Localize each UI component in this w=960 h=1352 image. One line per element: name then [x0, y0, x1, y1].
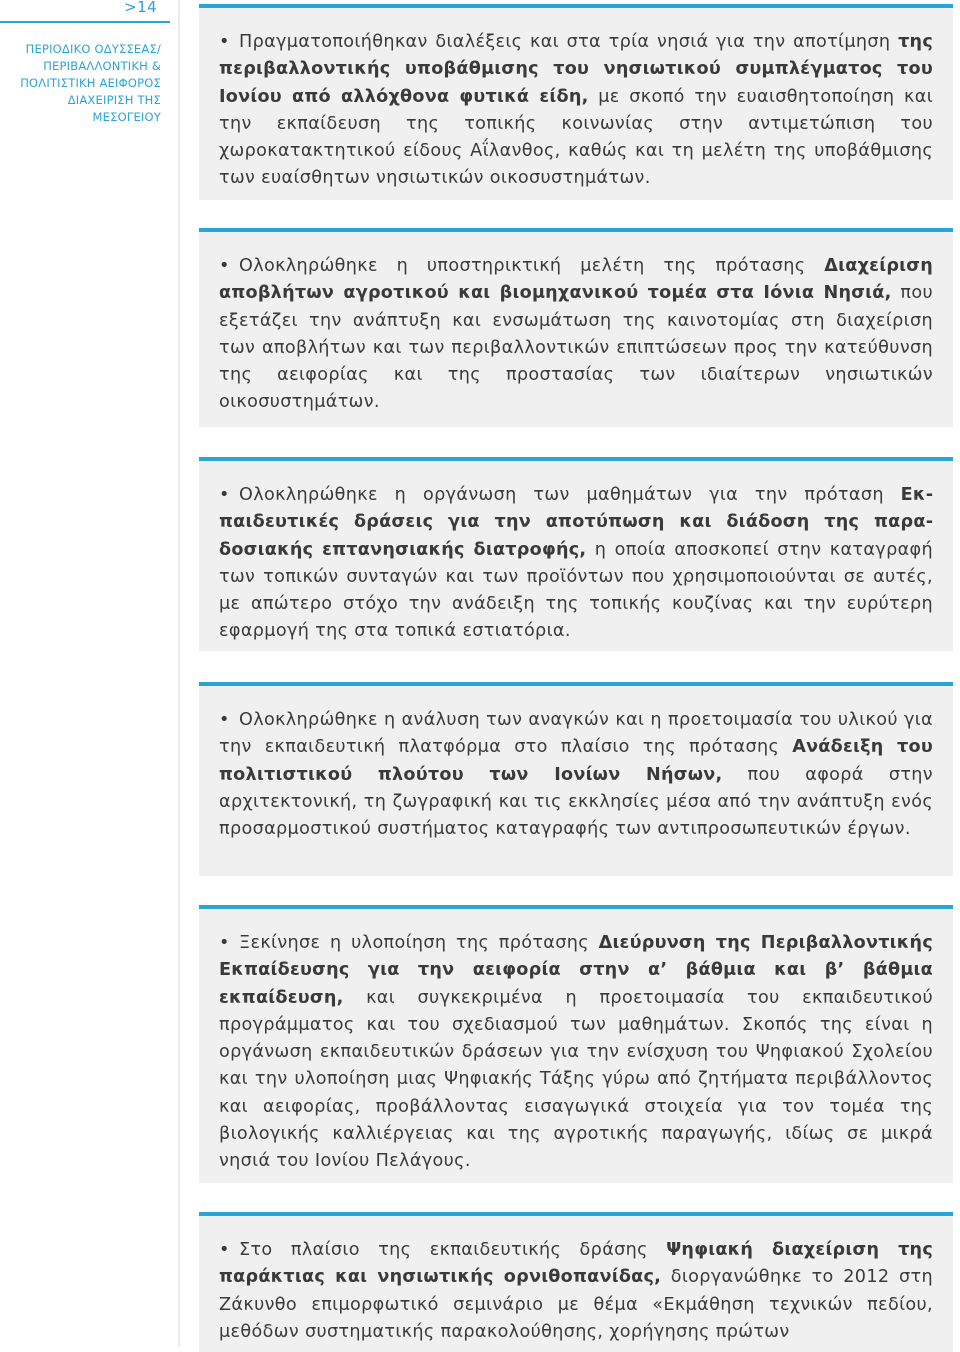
- body-text: διοργανώθηκε το 2012 στη Ζάκυνθο επιμορφωτικό σεμινάριο με θέμα «Εκμάθηση τεχνικών πεδίου, μεθόδων συστηματικής παρακολούθησης, χορήγησης πρώτων: [219, 1267, 933, 1342]
- body-text: που αφορά στην αρχιτεκτονική, τη ζωγραφική και τις εκκλησίες μέσα από την ανάπτυξη ενός προσαρμοστικού συστήματος καταγραφής των αντιπροσωπευτικών έργων.: [219, 764, 933, 840]
- magazine-title-line: ΠΕΡΙΟΔΙΚΟ ΟΔΥΣΣΕΑΣ/: [25, 42, 161, 56]
- sidebar-divider: [0, 21, 170, 23]
- bold-text: Ανάδειξη του πολιτιστικού πλούτου των Ιονίων Νήσων,: [219, 737, 933, 785]
- bullet-icon: •: [219, 485, 230, 505]
- bullet-icon: •: [219, 710, 230, 730]
- bullet-card: [199, 682, 953, 876]
- bullet-text: [219, 707, 933, 843]
- body-text: που εξετάζει την ανάπτυξη και ενσωμάτωση της καινοτομίας στη διαχείριση των αποβλήτων και των περιβαλλοντικών επιπτώσεων προς την κατεύθυνση της αειφορίας και της προστασίας των ιδιαίτερων νησιωτικών οικοσυστημάτων.: [219, 283, 933, 413]
- magazine-title-line: ΔΙΑΧΕΙΡΙΣΗ ΤΗΣ ΜΕΣΟΓΕΙΟΥ: [67, 93, 161, 124]
- bullet-card: [199, 4, 953, 200]
- bullet-card: [199, 905, 953, 1183]
- bullet-card: [199, 228, 953, 427]
- sidebar: [0, 0, 170, 1347]
- body-text: Πραγματοποιήθηκαν διαλέξεις και στα τρία νησιά για την αποτίμηση: [239, 32, 899, 52]
- bullet-icon: •: [219, 32, 230, 52]
- body-text: Ολοκληρώθηκε η ανάλυση των αναγκών και η προετοιμασία του υλικού για την εκπαιδευτική πλατφόρμα στο πλαίσιο της πρότασης: [219, 710, 933, 758]
- bullet-text: [219, 1237, 933, 1346]
- bold-text: Διεύρυνση της Περιβαλλοντικής Εκπαίδευσης για την αειφορία στην α’ βάθμια και β’ βάθμια εκπαίδευση,: [219, 933, 933, 1008]
- body-text: και συγκεκριμένα η προετοιμασία του εκπαιδευτικού προγράμματος και του σχεδιασμού των μαθημάτων. Σκοπός της είναι η οργάνωση εκπαιδευτικών δράσεων για την ενίσχυση του Ψηφιακού Σχολείου και την υλοποίηση μιας Ψηφιακής Τάξης γύρω από ζητήματα περιβάλλοντος και αειφορίας, προβάλλοντας εισαγωγικά στοιχεία για τον τομέα της βιολογικής καλλιέργειας και της αγροτικής παραγωγής, ιδίως σε μικρά νησιά του Ιονίου Πελάγους.: [219, 987, 933, 1172]
- body-text: η οποία αποσκοπεί στην καταγραφή των τοπικών συνταγών και των προϊόντων που χρησιμοποιούνται σε αυτές, με απώτερο στόχο την ανάδειξη της τοπικής κουζίνας και την ευρύτερη εφαρμογή της στα τοπικά εστιατόρια.: [219, 539, 933, 642]
- bullet-card: [199, 1212, 953, 1352]
- bold-text: Διαχείριση αποβλήτων αγροτικού και βιομηχανικού τομέα στα Ιόνια Νησιά,: [219, 256, 933, 304]
- bold-text: Ψηφιακή διαχείριση της παράκτιας και νησιωτικής ορνιθοπανίδας,: [219, 1240, 934, 1288]
- body-text: Στο πλαίσιο της εκπαιδευτικής δράσης: [239, 1240, 667, 1260]
- magazine-title: [0, 41, 161, 126]
- bold-text: της περιβαλλοντικής υποβάθμισης του νησιωτικού συμπλέγματος του Ιονίου από αλλόχθονα φυτικά είδη,: [219, 32, 933, 107]
- page-number: >14: [124, 0, 158, 16]
- bullet-icon: •: [219, 1240, 230, 1260]
- body-text: Ολοκληρώθηκε η οργάνωση των μαθημάτων για την πρόταση: [239, 485, 901, 505]
- bullet-text: [219, 253, 933, 417]
- body-text: Ξεκίνησε η υλοποίηση της πρότασης: [239, 933, 599, 953]
- magazine-title-line: ΠΟΛΙΤΙΣΤΙΚΗ ΑΕΙΦΟΡΟΣ: [20, 76, 161, 90]
- body-text: Ολοκληρώθηκε η υποστηρικτική μελέτη της πρότασης: [239, 256, 825, 276]
- bullet-icon: •: [219, 256, 230, 276]
- bold-text: Εκπαιδευτικές δράσεις για την αποτύπωση και διάδοση της παραδοσιακής επτανησιακής διατροφής,: [219, 485, 933, 560]
- bullet-text: [219, 482, 933, 646]
- bullet-card: [199, 457, 953, 651]
- bullet-text: [219, 29, 933, 193]
- bullet-icon: •: [219, 933, 230, 953]
- magazine-title-line: ΠΕΡΙΒΑΛΛΟΝΤΙΚΗ &: [43, 59, 161, 73]
- bullet-text: [219, 930, 933, 1176]
- sidebar-rule: [178, 0, 180, 1347]
- body-text: με σκοπό την ευαισθητοποίηση και την εκπαίδευση της τοπικής κοινωνίας στην αντιμετώπιση του χωροκατακτητικού είδους Αΐλανθος, καθώς και τη μελέτη της υποβάθμισης των ευαίσθητων νησιωτικών οικοσυστημάτων.: [219, 86, 933, 189]
